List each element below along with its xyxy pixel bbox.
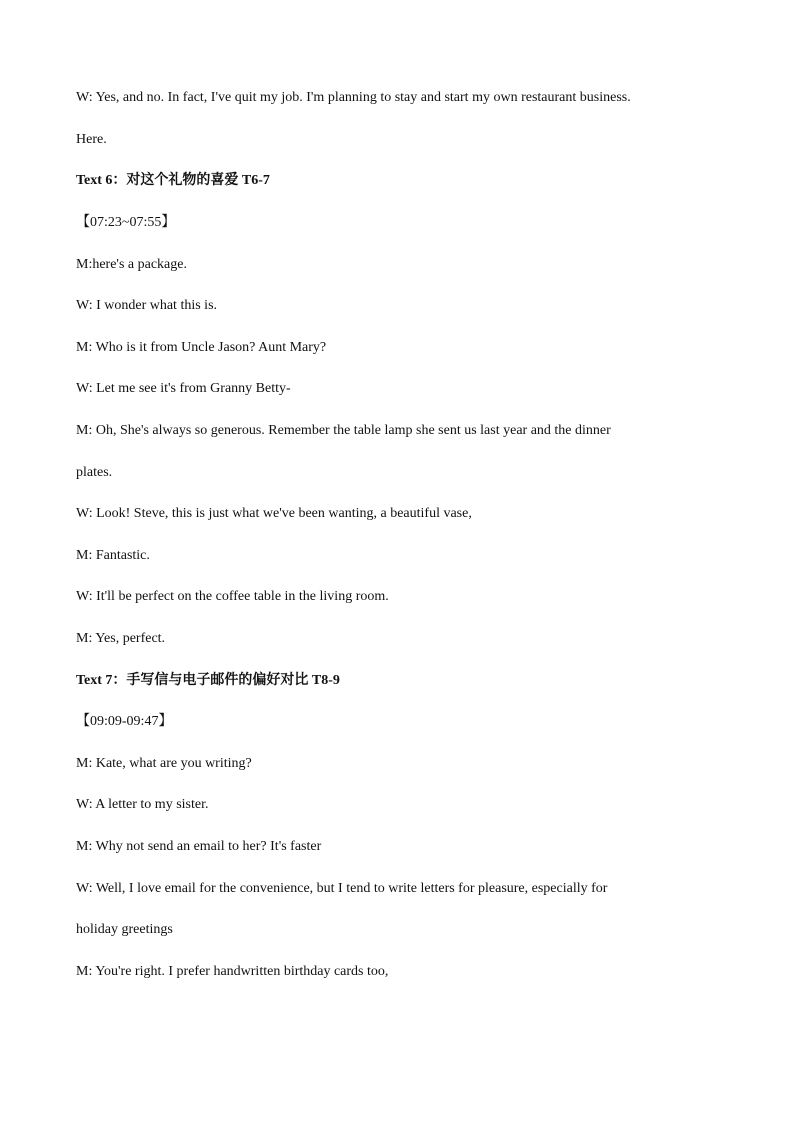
dialogue-line: M: Who is it from Uncle Jason? Aunt Mary? bbox=[76, 340, 327, 355]
dialogue-line: holiday greetings bbox=[76, 922, 173, 937]
dialogue-line: M: Fantastic. bbox=[76, 548, 150, 563]
timestamp: 【07:23~07:55】 bbox=[76, 215, 176, 230]
dialogue-line: W: It'll be perfect on the coffee table in the living room. bbox=[76, 589, 389, 604]
dialogue-line: M: Yes, perfect. bbox=[76, 631, 166, 646]
dialogue-line: W: Let me see it's from Granny Betty- bbox=[76, 381, 291, 396]
dialogue-line: W: Yes, and no. In fact, I've quit my job. I'm planning to stay and start my own restaurant business. bbox=[76, 90, 631, 105]
section-heading: Text 6：对这个礼物的喜爱 T6-7 bbox=[76, 173, 270, 188]
dialogue-line: W: Look! Steve, this is just what we've been wanting, a beautiful vase, bbox=[76, 506, 472, 521]
dialogue-line: plates. bbox=[76, 465, 113, 480]
dialogue-line: W: A letter to my sister. bbox=[76, 797, 209, 812]
dialogue-line: M: Why not send an email to her? It's faster bbox=[76, 839, 322, 854]
dialogue-line: W: I wonder what this is. bbox=[76, 298, 218, 313]
dialogue-line: M:here's a package. bbox=[76, 257, 187, 272]
dialogue-line: M: You're right. I prefer handwritten birthday cards too, bbox=[76, 964, 389, 979]
timestamp: 【09:09-09:47】 bbox=[76, 714, 173, 729]
section-heading: Text 7：手写信与电子邮件的偏好对比 T8-9 bbox=[76, 673, 340, 688]
dialogue-line: Here. bbox=[76, 132, 107, 147]
dialogue-line: M: Oh, She's always so generous. Remember the table lamp she sent us last year and the dinner bbox=[76, 423, 611, 438]
dialogue-line: W: Well, I love email for the convenience, but I tend to write letters for pleasure, especially for bbox=[76, 881, 608, 896]
dialogue-line: M: Kate, what are you writing? bbox=[76, 756, 252, 771]
